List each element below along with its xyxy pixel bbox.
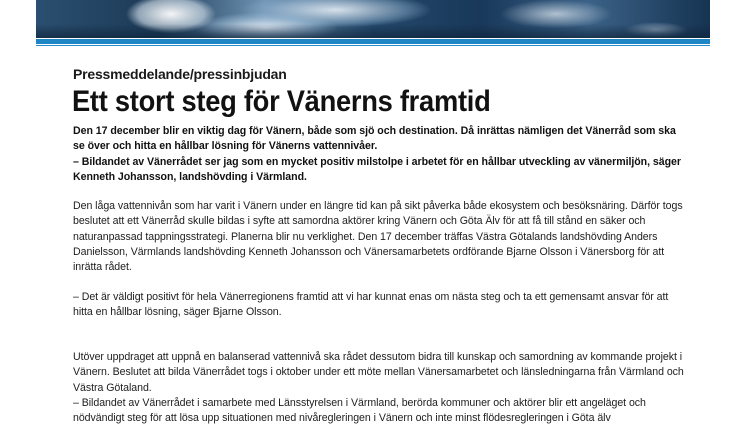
lead-paragraph: Den 17 december blir en viktig dag för Vänern, både som sjö och destination. Då inrättas nämligen det Vänerråd som ska se över och hitta en hållbar lösning för Vänerns vattennivåer. – Bildandet av Vänerrådet ser jag som en mycket positiv milstolpe i arbetet för en hållbar utveckling av vänermiljön, säger Kenneth Johansson, landshövding i Värmland.: [73, 125, 681, 183]
header-banner-image: [36, 0, 710, 38]
body-paragraph-2: – Det är väldigt positivt för hela Vänerregionens framtid att vi har kunnat enas om nästa steg och ta ett gemensamt ansvar för att hitta en hållbar lösning, säger Bjarne Olsson.: [73, 291, 669, 319]
document-title: Ett stort steg för Vänerns framtid: [72, 85, 491, 118]
header-rule: [36, 39, 710, 44]
document-kicker: Pressmeddelande/pressinbjudan: [73, 66, 287, 82]
banner-shade: [36, 24, 710, 38]
body-paragraph-1: Den låga vattennivån som har varit i Vänern under en längre tid kan på sikt påverka både ekosystem och besöksnäring. Därför togs beslutet att ett Vänerråd skulle bildas i syfte att samordna aktörer kring Vänern och Göta Älv för att få till stånd en säker och naturanpassad tappningsstrategi. Planerna blir nu verklighet. Den 17 december träffas Västra Götalands landshövding Anders Danielsson, Värmlands landshövding Kenneth Johansson och Vänersamarbetets ordförande Bjarne Olsson i Vänersborg för att inrätta rådet.: [73, 200, 683, 274]
body-paragraph-4: – Bildandet av Vänerrådet i samarbete med Länsstyrelsen i Värmland, berörda kommuner och aktörer blir ett angeläget och nödvändigt steg för att lösa upp situationen med nivåregleringen i Vänern och inte minst flödesregleringen i Göta älv: [73, 397, 646, 425]
body-paragraph-3: Utöver uppdraget att uppnå en balanserad vattennivå ska rådet dessutom bidra till kunskap och samordning av kommande projekt i Vänern. Beslutet att bilda Vänerrådet togs i oktober under ett möte mellan Vänersamarbetet och länsledningarna från Värmland och Västra Götaland.: [73, 351, 684, 394]
header-rule-thin: [36, 45, 710, 46]
